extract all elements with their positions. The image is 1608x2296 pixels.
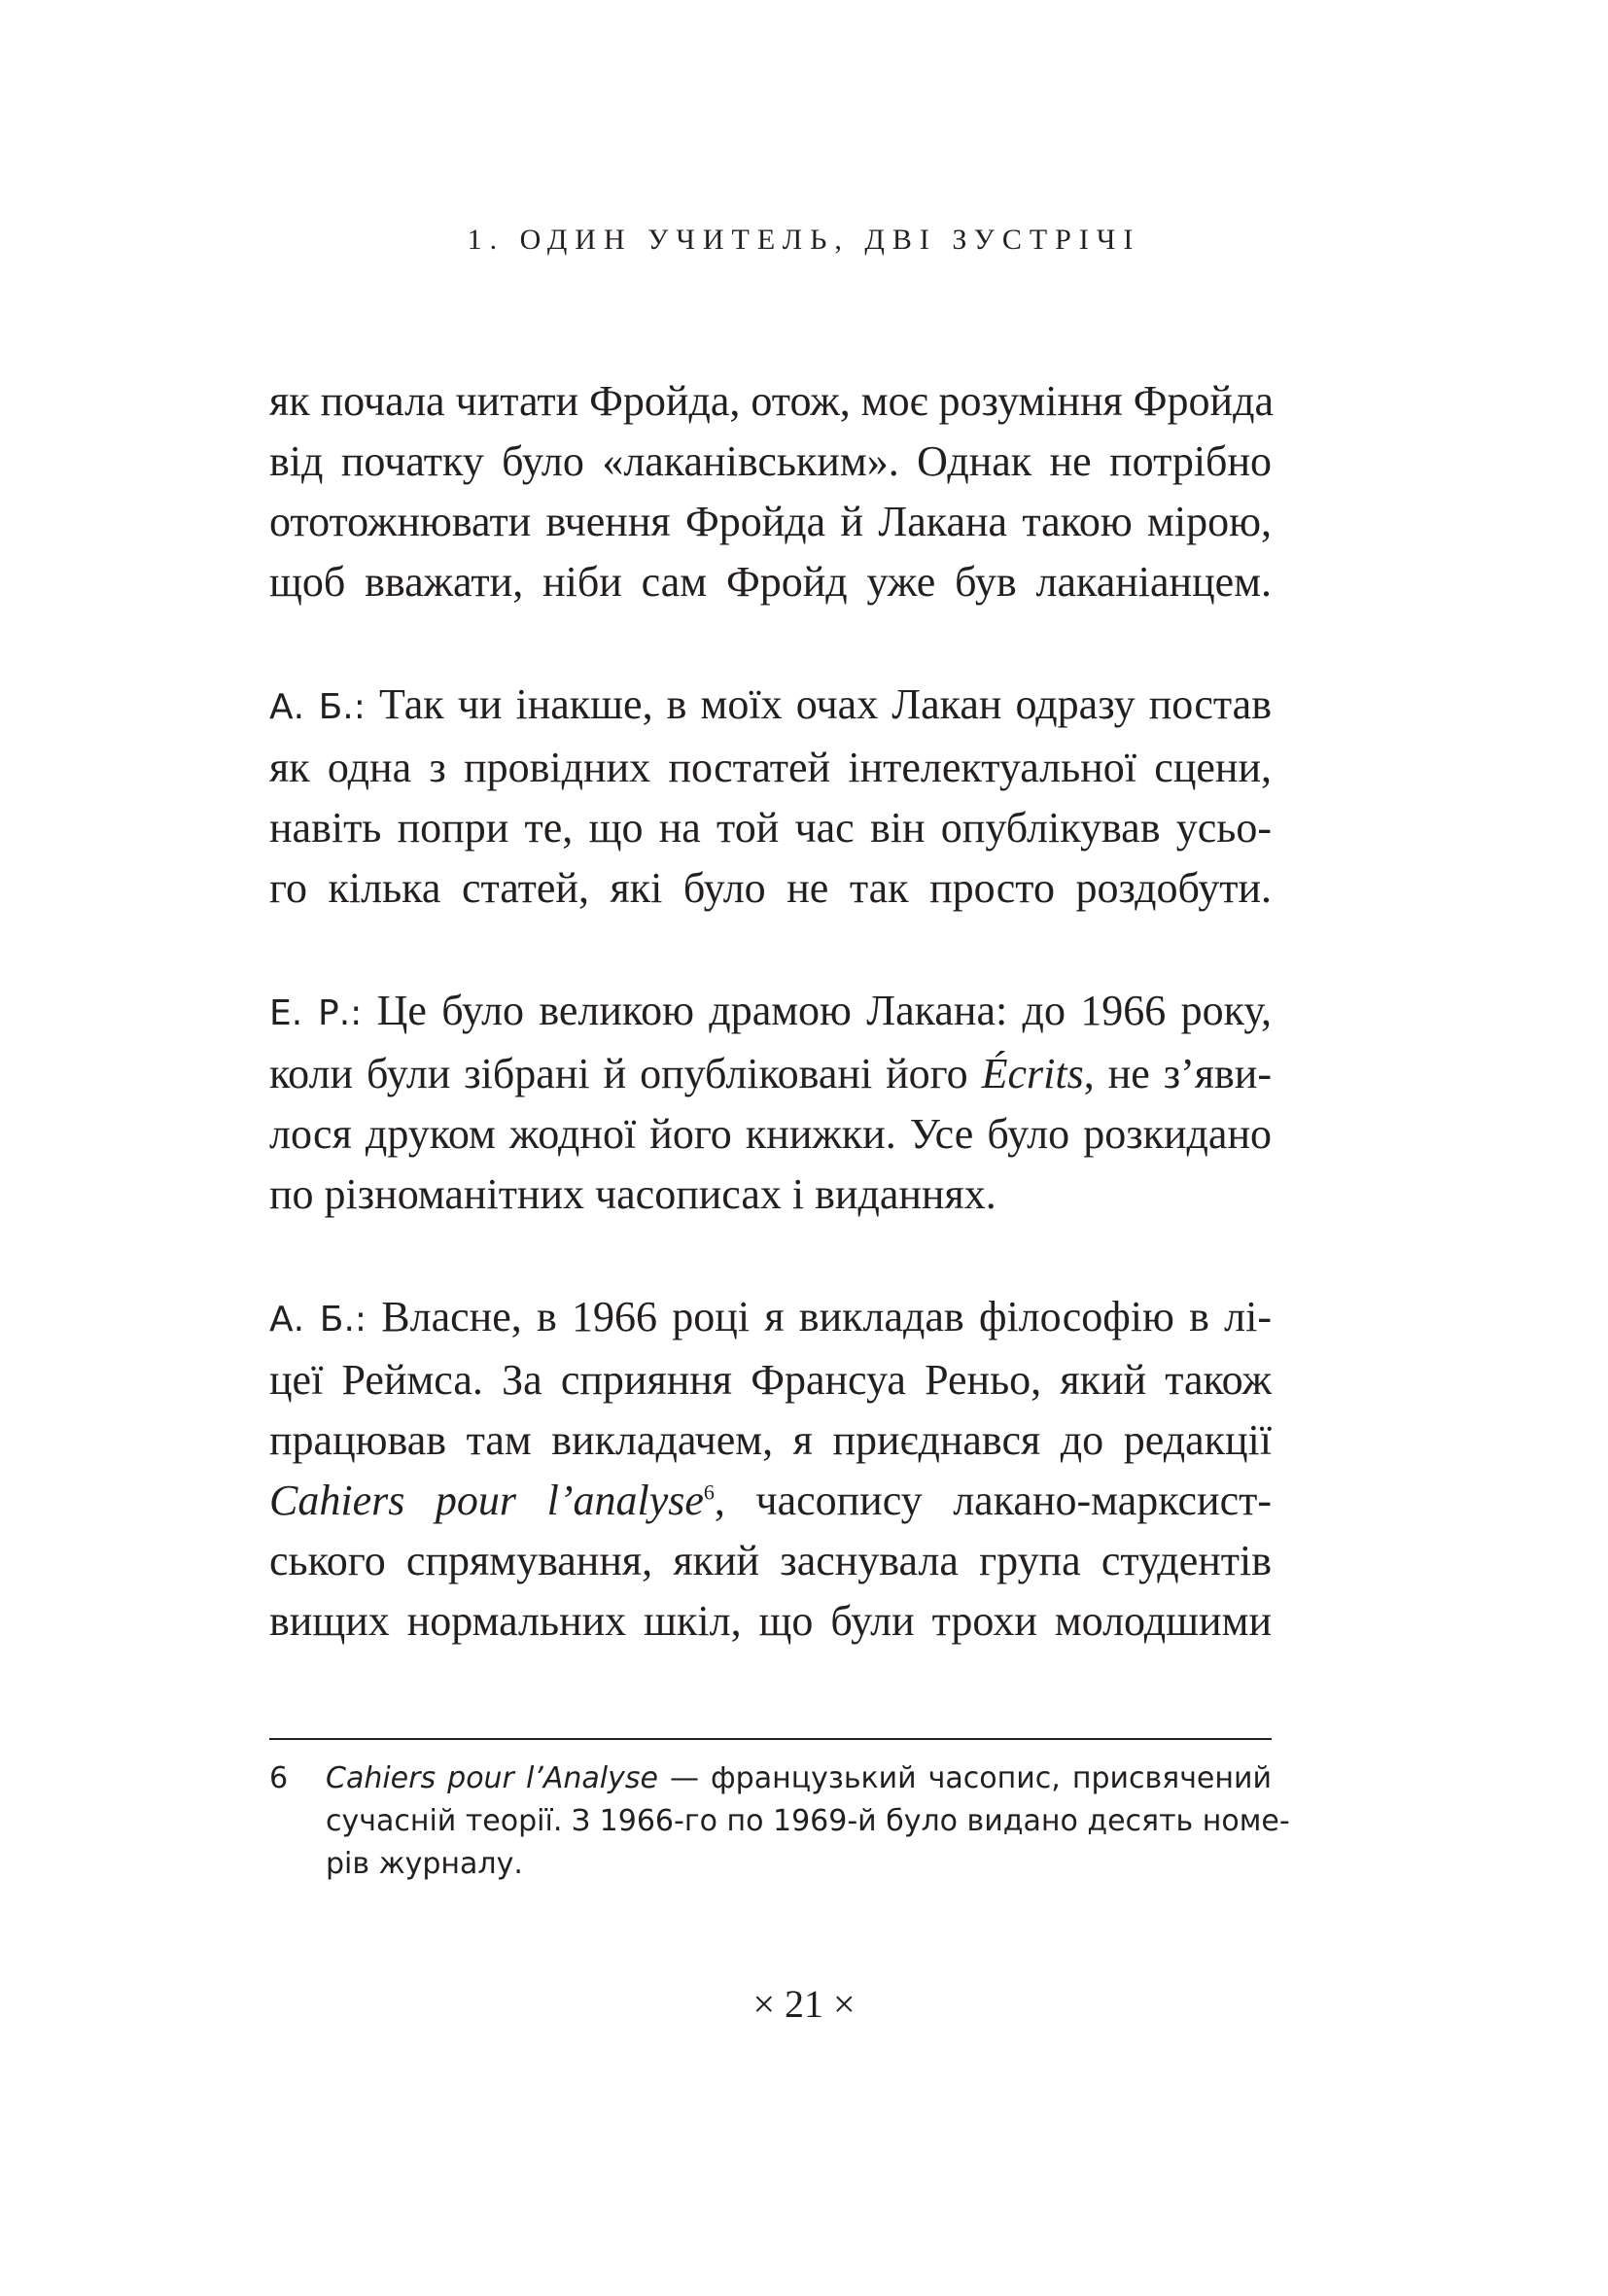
paragraph-1 xyxy=(269,371,1272,612)
text-run: коли були зібрані й опубліковані його xyxy=(269,1050,982,1097)
footnote xyxy=(269,1757,1290,1886)
text-line: вищих нормальних шкіл, що були трохи молодшими xyxy=(269,1597,1272,1645)
text-line: лося друком жодної його книжки. Усе було розкидано xyxy=(269,1110,1272,1158)
footnote-line xyxy=(326,1757,1272,1800)
italic-title: Cahiers pour l’analyse xyxy=(269,1477,704,1524)
text-line: ського спрямування, який заснувала група студентів xyxy=(269,1537,1272,1584)
text-line: ототожнювати вчення Фройда й Лакана такою мірою, xyxy=(269,498,1272,545)
speaker-label: Е. Р.: xyxy=(269,993,363,1033)
footnote-line: рів журналу. xyxy=(326,1847,523,1881)
text-line: по різноманітних часописах і виданнях. xyxy=(269,1170,996,1218)
italic-title: Écrits xyxy=(981,1050,1084,1097)
text-run: Це було великою драмою Лакана: до 1966 року, xyxy=(362,987,1272,1034)
text-line: як одна з провідних постатей інтелектуальної сцени, xyxy=(269,744,1272,791)
paragraph-2 xyxy=(269,675,1272,919)
text-run: , не з’яви- xyxy=(1083,1050,1273,1097)
text-line xyxy=(269,675,1272,738)
paragraph-3 xyxy=(269,981,1272,1225)
footnote-divider xyxy=(269,1738,1272,1740)
text-line: щоб вважати, ніби сам Фройд уже був лаканіанцем. xyxy=(269,558,1272,606)
text-line: працював там викладачем, я приєднався до редакції xyxy=(269,1416,1272,1464)
text-line: як почала читати Фройда, отож, моє розуміння Фройда xyxy=(269,377,1274,425)
footnote-body xyxy=(326,1757,1290,1886)
text-run: Так чи інакше, в моїх очах Лакан одразу постав xyxy=(365,680,1272,728)
page-number: × 21 × xyxy=(752,1982,856,2026)
footnote-reference[interactable]: 6 xyxy=(703,1479,715,1505)
speaker-label: А. Б.: xyxy=(269,1300,367,1339)
body-text xyxy=(269,371,1272,1652)
text-line: го кілька статей, які було не так просто роздобути. xyxy=(269,864,1272,912)
text-run: Власне, в 1966 році я викладав філософію в лі- xyxy=(367,1293,1272,1340)
text-line: цеї Реймса. За сприяння Франсуа Реньо, який також xyxy=(269,1356,1272,1404)
text-line: від початку було «лаканівським». Однак не потрібно xyxy=(269,437,1272,485)
text-line xyxy=(269,1471,1272,1531)
paragraph-4 xyxy=(269,1287,1272,1652)
text-line: навіть попри те, що на той час він опублікував усьо- xyxy=(269,804,1272,852)
text-run: , часопису лакано-марксист- xyxy=(714,1477,1272,1524)
text-line xyxy=(269,1287,1272,1350)
text-line xyxy=(269,1044,1272,1104)
footnote-line: сучасній теорії. З 1966-го по 1969-й було видано десять номе- xyxy=(326,1804,1290,1838)
speaker-label: А. Б.: xyxy=(269,687,366,727)
italic-title: Cahiers pour l’Analyse xyxy=(326,1761,658,1795)
text-line xyxy=(269,981,1272,1044)
running-head: 1. ОДИН УЧИТЕЛЬ, ДВІ ЗУСТРІЧІ xyxy=(467,224,1141,256)
text-run: — французький часопис, присвячений xyxy=(657,1761,1272,1795)
footnote-number: 6 xyxy=(269,1761,289,1795)
